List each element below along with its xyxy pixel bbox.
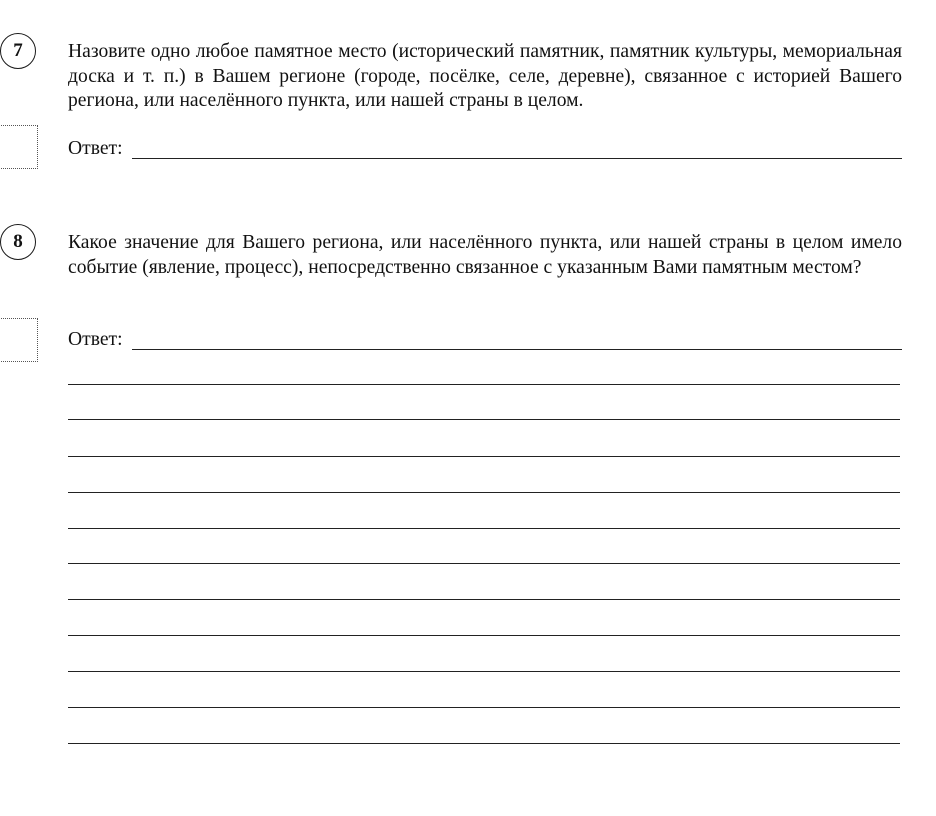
score-box[interactable]	[0, 318, 38, 362]
answer-row	[68, 328, 902, 352]
answer-line[interactable]	[132, 158, 902, 159]
answer-line[interactable]	[68, 707, 900, 708]
answer-label: Ответ:	[68, 138, 123, 159]
answer-line[interactable]	[68, 671, 900, 672]
answer-label: Ответ:	[68, 329, 123, 350]
answer-line[interactable]	[68, 419, 900, 420]
answer-line[interactable]	[68, 599, 900, 600]
answer-row	[68, 137, 902, 161]
answer-line[interactable]	[132, 349, 902, 350]
answer-line[interactable]	[68, 456, 900, 457]
question-number-badge: 7	[0, 33, 36, 69]
answer-line[interactable]	[68, 563, 900, 564]
answer-line[interactable]	[68, 384, 900, 385]
answer-line[interactable]	[68, 492, 900, 493]
answer-line[interactable]	[68, 635, 900, 636]
score-box[interactable]	[0, 125, 38, 169]
question-text: Какое значение для Вашего региона, или населённого пункта, или нашей страны в целом имело событие (явление, процесс), непосредственно связанное с указанным Вами памятным местом?	[68, 232, 902, 278]
answer-line[interactable]	[68, 528, 900, 529]
answer-line[interactable]	[68, 743, 900, 744]
question-text: Назовите одно любое памятное место (исторический памятник, памятник культуры, мемориальная доска и т. п.) в Вашем регионе (городе, посёлке, селе, деревне), связанное с историей Вашего региона, или населённого пункта, или нашей страны в целом.	[68, 41, 902, 111]
question-number-badge: 8	[0, 224, 36, 260]
